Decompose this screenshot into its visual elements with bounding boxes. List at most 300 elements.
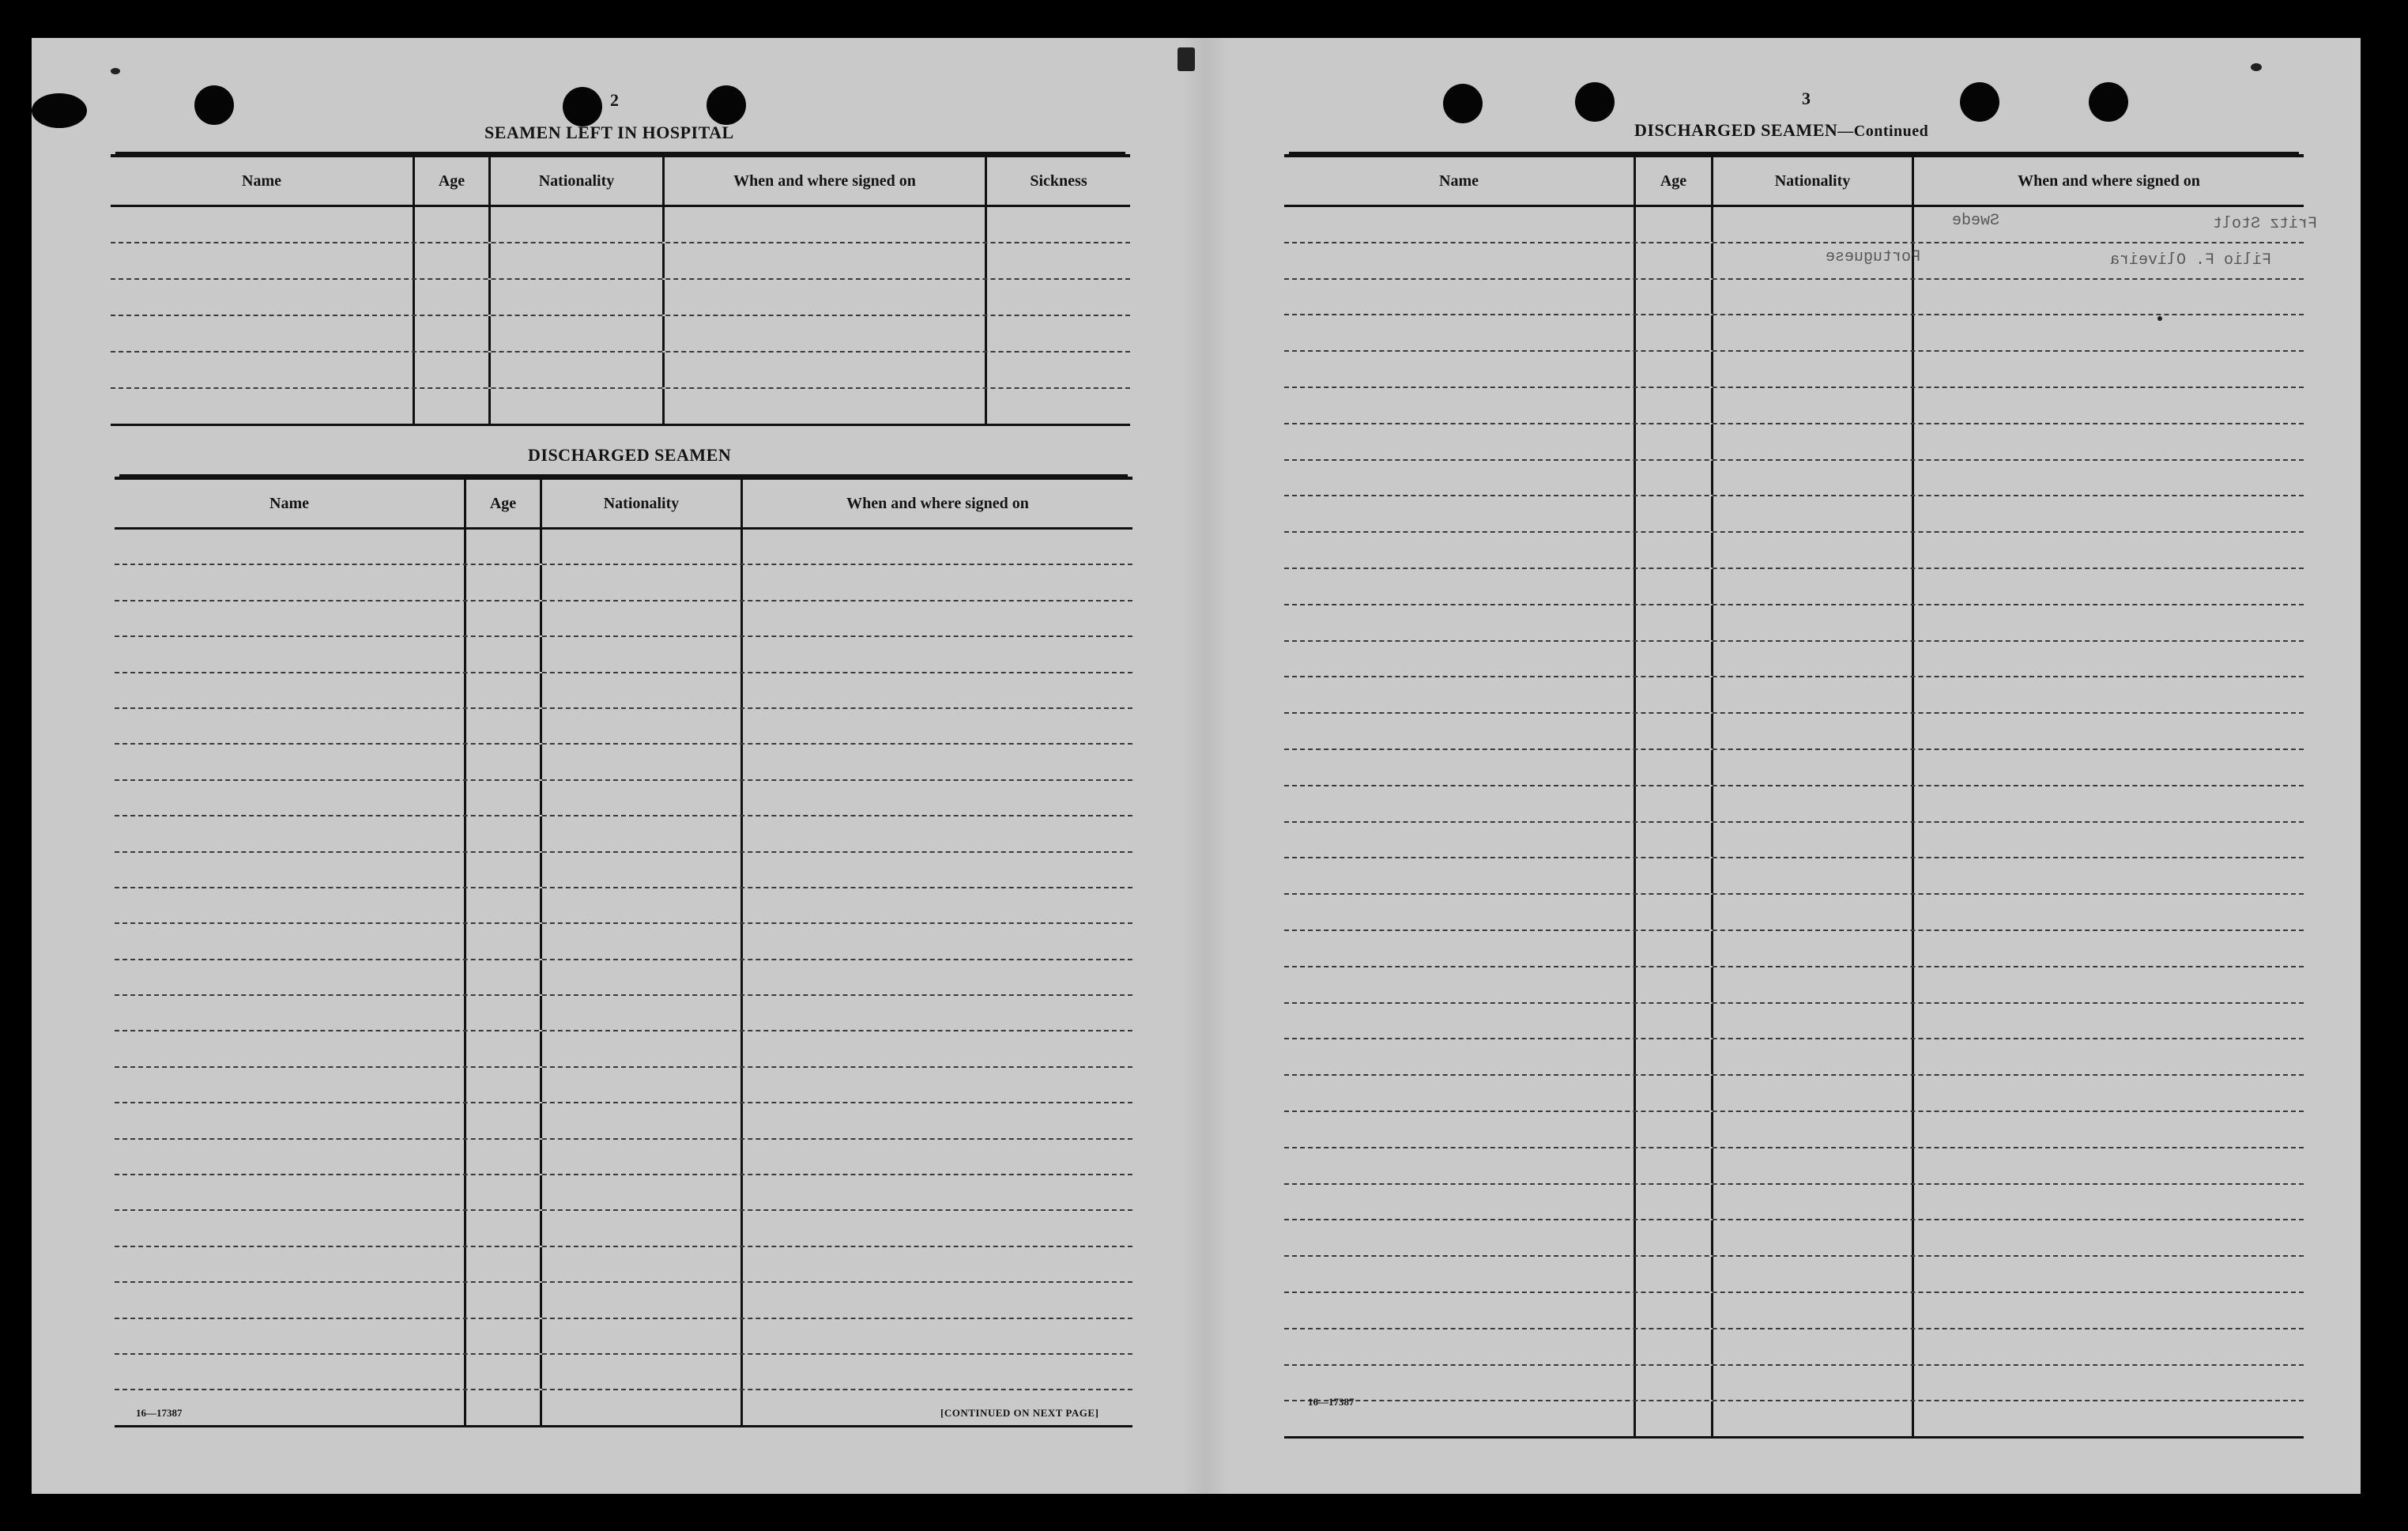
table-cell	[1914, 461, 2304, 496]
table-cell	[743, 1068, 1132, 1102]
table-cell	[466, 1175, 542, 1209]
table-cell	[542, 1140, 743, 1174]
table-cell	[1914, 1185, 2304, 1220]
table-row	[111, 280, 1130, 316]
table-cell	[1284, 461, 1636, 496]
table-cell	[1914, 1076, 2304, 1111]
table-cell	[466, 888, 542, 922]
table-cell	[987, 353, 1130, 387]
discharged-table	[115, 477, 1132, 1427]
table-cell	[665, 316, 987, 351]
punch-hole	[1575, 82, 1615, 122]
table-cell	[466, 565, 542, 599]
table-cell	[665, 353, 987, 387]
scan-speck	[2251, 63, 2262, 71]
table-cell	[115, 1211, 466, 1245]
table-cell	[1713, 1293, 1914, 1328]
table-cell	[1636, 1185, 1713, 1220]
table-cell	[665, 280, 987, 315]
table-cell	[491, 207, 665, 242]
table-row	[115, 745, 1132, 780]
table-row	[1284, 496, 2304, 533]
table-cell	[1713, 605, 1914, 640]
table-cell	[542, 745, 743, 779]
table-cell	[1636, 750, 1713, 785]
hospital-table-header	[111, 157, 1130, 207]
column-header-when-and-where-signed-on: When and where signed on	[846, 494, 1029, 512]
table-row	[1284, 786, 2304, 823]
table-cell	[743, 601, 1132, 635]
table-row	[1284, 1401, 2304, 1439]
table-row	[1284, 714, 2304, 750]
table-cell	[111, 243, 415, 278]
table-cell	[1713, 1220, 1914, 1255]
table-cell	[1284, 243, 1636, 278]
table-cell	[491, 353, 665, 387]
table-cell	[466, 1319, 542, 1353]
table-cell	[1284, 1185, 1636, 1220]
table-cell	[743, 853, 1132, 887]
table-cell	[415, 316, 491, 351]
table-cell	[1713, 967, 1914, 1002]
table-cell	[1636, 1148, 1713, 1183]
table-cell	[1636, 823, 1713, 858]
table-row	[1284, 1185, 2304, 1221]
table-row	[115, 1283, 1132, 1318]
table-cell	[115, 853, 466, 887]
table-cell	[1713, 280, 1914, 315]
table-cell	[1284, 714, 1636, 749]
table-cell	[542, 601, 743, 635]
table-cell	[115, 924, 466, 958]
continued-section-title-suffix: —Continued	[1837, 123, 1929, 140]
table-cell	[1914, 967, 2304, 1002]
table-cell	[1636, 1329, 1713, 1364]
table-row	[111, 316, 1130, 353]
table-row	[115, 960, 1132, 996]
table-cell	[665, 243, 987, 278]
table-cell	[466, 816, 542, 850]
table-cell	[743, 673, 1132, 707]
table-cell	[1713, 1185, 1914, 1220]
table-cell	[1713, 461, 1914, 496]
table-cell	[466, 1355, 542, 1389]
table-cell	[743, 1175, 1132, 1209]
table-cell	[1713, 1148, 1914, 1183]
table-cell	[542, 1103, 743, 1137]
punch-hole	[707, 85, 746, 125]
table-row	[1284, 967, 2304, 1004]
table-cell	[743, 1031, 1132, 1065]
table-cell	[1636, 280, 1713, 315]
table-row	[1284, 605, 2304, 642]
table-cell	[115, 1355, 466, 1389]
table-row	[115, 1140, 1132, 1175]
table-cell	[1713, 1257, 1914, 1292]
table-cell	[466, 1068, 542, 1102]
table-cell	[1914, 858, 2304, 893]
table-cell	[115, 637, 466, 671]
table-cell	[115, 1283, 466, 1317]
table-row	[115, 853, 1132, 888]
table-cell	[1713, 207, 1914, 242]
table-cell	[115, 673, 466, 707]
table-cell	[115, 709, 466, 743]
table-cell	[743, 781, 1132, 815]
punch-hole	[194, 85, 234, 125]
table-cell	[1636, 858, 1713, 893]
table-cell	[1914, 931, 2304, 966]
table-row	[115, 1319, 1132, 1355]
punch-hole	[1443, 84, 1483, 123]
table-cell	[1284, 1039, 1636, 1074]
table-cell	[743, 709, 1132, 743]
table-row	[1284, 823, 2304, 859]
table-row	[115, 816, 1132, 852]
table-cell	[665, 207, 987, 242]
table-cell	[743, 1103, 1132, 1137]
discharged-table-rows	[115, 530, 1132, 1427]
table-cell	[466, 530, 542, 564]
table-row	[1284, 1220, 2304, 1257]
table-cell	[1914, 533, 2304, 568]
table-row	[1284, 1039, 2304, 1076]
table-cell	[1713, 533, 1914, 568]
table-cell	[1284, 786, 1636, 821]
table-row	[1284, 1329, 2304, 1366]
table-row	[1284, 677, 2304, 714]
table-cell	[542, 1283, 743, 1317]
table-cell	[1636, 895, 1713, 930]
table-cell	[115, 1175, 466, 1209]
page-gutter	[1181, 38, 1229, 1494]
continued-section-title	[1634, 120, 1928, 141]
bleed-through-name-2: Filio F. Oliveira	[2110, 251, 2272, 270]
table-cell	[542, 1390, 743, 1424]
table-cell	[542, 709, 743, 743]
table-row	[1284, 1112, 2304, 1148]
table-cell	[1284, 207, 1636, 242]
table-cell	[1284, 1148, 1636, 1183]
table-cell	[1636, 642, 1713, 677]
table-cell	[987, 316, 1130, 351]
column-header-nationality: Nationality	[491, 157, 665, 205]
punch-hole	[32, 93, 87, 128]
table-row	[1284, 858, 2304, 895]
table-row	[1284, 1148, 2304, 1185]
table-cell	[1914, 1112, 2304, 1147]
table-cell	[415, 243, 491, 278]
table-cell	[115, 996, 466, 1030]
table-row	[111, 353, 1130, 389]
table-cell	[466, 924, 542, 958]
table-row	[115, 1247, 1132, 1283]
table-cell	[743, 816, 1132, 850]
table-cell	[1284, 677, 1636, 712]
table-row	[1284, 1366, 2304, 1402]
table-cell	[1284, 280, 1636, 315]
table-cell	[466, 1390, 542, 1424]
table-cell	[743, 924, 1132, 958]
table-cell	[466, 853, 542, 887]
table-cell	[987, 389, 1130, 424]
table-cell	[1284, 1257, 1636, 1292]
table-cell	[1284, 931, 1636, 966]
table-cell	[1636, 1401, 1713, 1436]
table-cell	[1713, 1004, 1914, 1039]
table-cell	[1284, 642, 1636, 677]
scan-speck	[2157, 316, 2162, 321]
hospital-section-title: SEAMEN LEFT IN HOSPITAL	[484, 123, 734, 142]
table-cell	[1914, 677, 2304, 712]
table-cell	[466, 781, 542, 815]
table-cell	[542, 1355, 743, 1389]
table-cell	[466, 1031, 542, 1065]
table-cell	[987, 243, 1130, 278]
table-cell	[743, 530, 1132, 564]
table-cell	[1284, 533, 1636, 568]
table-cell	[1284, 858, 1636, 893]
table-cell	[491, 280, 665, 315]
table-cell	[743, 960, 1132, 994]
table-row	[115, 709, 1132, 745]
table-row	[115, 637, 1132, 673]
table-cell	[1636, 1366, 1713, 1401]
table-cell	[466, 745, 542, 779]
table-cell	[1636, 1004, 1713, 1039]
table-cell	[1636, 533, 1713, 568]
table-cell	[1284, 605, 1636, 640]
table-cell	[1284, 1112, 1636, 1147]
hospital-table	[111, 154, 1130, 426]
table-row	[115, 1103, 1132, 1139]
table-row	[115, 1211, 1132, 1246]
table-cell	[1914, 895, 2304, 930]
column-header-age: Age	[466, 480, 542, 527]
table-cell	[1284, 388, 1636, 423]
table-cell	[542, 1068, 743, 1102]
table-row	[115, 781, 1132, 816]
table-row	[1284, 1076, 2304, 1112]
table-cell	[1636, 388, 1713, 423]
table-cell	[542, 960, 743, 994]
table-cell	[1914, 352, 2304, 387]
table-cell	[1636, 1220, 1713, 1255]
column-header-when-and-where-signed-on: When and where signed on	[2018, 172, 2200, 190]
table-cell	[1713, 424, 1914, 459]
table-cell	[1713, 496, 1914, 531]
table-cell	[542, 1247, 743, 1281]
hospital-table-rows	[111, 207, 1130, 426]
page-number-left: 2	[610, 90, 620, 110]
table-cell	[1914, 642, 2304, 677]
table-row	[115, 1355, 1132, 1390]
table-cell	[491, 243, 665, 278]
table-cell	[743, 745, 1132, 779]
table-cell	[1284, 750, 1636, 785]
table-cell	[1636, 1112, 1713, 1147]
table-cell	[466, 709, 542, 743]
table-cell	[1284, 967, 1636, 1002]
table-cell	[415, 280, 491, 315]
table-cell	[1713, 786, 1914, 821]
table-cell	[542, 781, 743, 815]
table-cell	[1914, 714, 2304, 749]
table-cell	[1636, 461, 1713, 496]
table-cell	[466, 1140, 542, 1174]
table-cell	[466, 637, 542, 671]
table-cell	[1636, 1039, 1713, 1074]
table-cell	[1636, 931, 1713, 966]
column-header-nationality: Nationality	[542, 480, 743, 527]
table-cell	[1914, 1257, 2304, 1292]
table-cell	[1713, 677, 1914, 712]
table-cell	[1914, 315, 2304, 350]
table-cell	[1713, 895, 1914, 930]
table-cell	[1284, 1329, 1636, 1364]
table-cell	[1914, 569, 2304, 604]
table-cell	[1914, 750, 2304, 785]
punch-hole	[2089, 82, 2128, 122]
table-cell	[111, 389, 415, 424]
table-cell	[1713, 1039, 1914, 1074]
column-header-nationality: Nationality	[1713, 157, 1914, 205]
table-cell	[1284, 424, 1636, 459]
table-row	[1284, 207, 2304, 243]
table-cell	[1914, 496, 2304, 531]
continued-section-title-main: DISCHARGED SEAMEN	[1634, 120, 1838, 140]
form-code-left: 16—17387	[136, 1407, 183, 1419]
continued-table-header	[1284, 157, 2304, 207]
table-cell	[1284, 1293, 1636, 1328]
table-row	[115, 1175, 1132, 1211]
table-cell	[542, 673, 743, 707]
table-cell	[1636, 1076, 1713, 1111]
table-cell	[1636, 424, 1713, 459]
table-row	[115, 888, 1132, 924]
table-cell	[1914, 1293, 2304, 1328]
column-header-name: Name	[115, 480, 466, 527]
table-cell	[466, 996, 542, 1030]
table-cell	[1914, 1366, 2304, 1401]
table-row	[115, 924, 1132, 960]
table-cell	[1284, 496, 1636, 531]
table-cell	[1713, 750, 1914, 785]
table-cell	[1713, 858, 1914, 893]
table-cell	[115, 1319, 466, 1353]
table-cell	[1636, 1257, 1713, 1292]
table-row	[115, 565, 1132, 601]
table-cell	[415, 353, 491, 387]
table-cell	[542, 565, 743, 599]
table-cell	[491, 316, 665, 351]
table-cell	[1284, 1220, 1636, 1255]
table-cell	[1713, 931, 1914, 966]
table-cell	[491, 389, 665, 424]
table-row	[115, 601, 1132, 637]
continued-table	[1284, 154, 2304, 1439]
table-cell	[542, 853, 743, 887]
table-cell	[466, 1247, 542, 1281]
table-cell	[1914, 1148, 2304, 1183]
table-cell	[115, 745, 466, 779]
table-row	[1284, 642, 2304, 678]
table-cell	[115, 1031, 466, 1065]
table-cell	[115, 1247, 466, 1281]
table-row	[111, 207, 1130, 243]
table-row	[111, 243, 1130, 280]
discharged-section-title: DISCHARGED SEAMEN	[528, 445, 732, 465]
table-cell	[1914, 605, 2304, 640]
punch-hole	[1960, 82, 1999, 122]
table-cell	[743, 1283, 1132, 1317]
table-row	[1284, 895, 2304, 931]
table-cell	[415, 207, 491, 242]
scan-speck	[111, 68, 120, 74]
table-cell	[743, 565, 1132, 599]
bleed-through-nationality-2: Portuguese	[1826, 248, 1921, 266]
continued-table-rows	[1284, 207, 2304, 1439]
table-cell	[1636, 315, 1713, 350]
table-cell	[743, 996, 1132, 1030]
table-cell	[743, 637, 1132, 671]
table-row	[1284, 1004, 2304, 1040]
table-cell	[1636, 496, 1713, 531]
table-cell	[1636, 967, 1713, 1002]
table-cell	[1636, 207, 1713, 242]
table-cell	[1284, 352, 1636, 387]
table-row	[1284, 569, 2304, 605]
table-cell	[115, 888, 466, 922]
column-header-sickness: Sickness	[1030, 172, 1087, 190]
table-cell	[1914, 388, 2304, 423]
column-header-age: Age	[415, 157, 491, 205]
table-cell	[1914, 1039, 2304, 1074]
table-cell	[1914, 280, 2304, 315]
table-row	[115, 530, 1132, 565]
table-cell	[665, 389, 987, 424]
table-cell	[542, 1211, 743, 1245]
table-cell	[115, 601, 466, 635]
table-cell	[1636, 243, 1713, 278]
column-header-age: Age	[1636, 157, 1713, 205]
discharged-table-header	[115, 480, 1132, 530]
table-cell	[1284, 569, 1636, 604]
table-cell	[743, 1355, 1132, 1389]
table-cell	[542, 1031, 743, 1065]
table-row	[1284, 461, 2304, 497]
column-header-when-and-where-signed-on: When and where signed on	[665, 157, 987, 205]
column-header-name: Name	[1284, 157, 1636, 205]
table-cell	[542, 1175, 743, 1209]
table-cell	[1914, 1004, 2304, 1039]
table-cell	[115, 1140, 466, 1174]
table-row	[115, 673, 1132, 709]
page-number-right: 3	[1802, 89, 1811, 108]
table-cell	[1914, 786, 2304, 821]
table-cell	[1914, 1220, 2304, 1255]
table-cell	[987, 207, 1130, 242]
table-cell	[1713, 1329, 1914, 1364]
table-cell	[111, 353, 415, 387]
continued-note: [CONTINUED ON NEXT PAGE]	[940, 1407, 1099, 1419]
table-cell	[1713, 1366, 1914, 1401]
table-cell	[743, 1140, 1132, 1174]
table-cell	[542, 996, 743, 1030]
table-cell	[1914, 424, 2304, 459]
table-cell	[115, 565, 466, 599]
table-cell	[1713, 315, 1914, 350]
